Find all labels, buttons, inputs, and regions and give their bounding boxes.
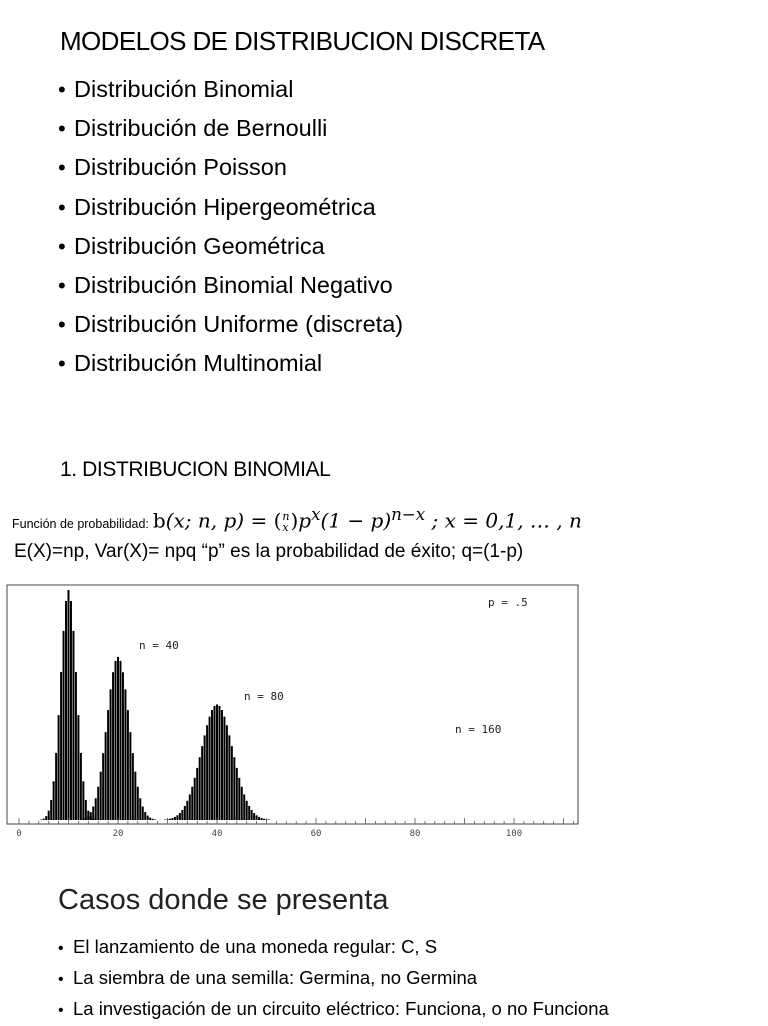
binomial-formula: b(x; n, p) = ( n x )$p^x(1 - p)^{n-x}$ ; x = 0,1, … , n xyxy=(152,505,582,535)
probability-label: Función de probabilidad: xyxy=(12,516,149,531)
x-tick-label: 40 xyxy=(211,829,223,839)
bullet-icon: • xyxy=(58,312,66,338)
cases-list xyxy=(58,931,609,1024)
probability-function xyxy=(12,505,582,533)
bars-group xyxy=(41,590,269,820)
list-item: • Distribución Geométrica xyxy=(58,227,403,266)
list-item: • Distribución Uniforme (discreta) xyxy=(58,305,403,344)
list-item: • La siembra de una semilla: Germina, no Germina xyxy=(58,962,609,993)
bullet-icon: • xyxy=(58,351,66,377)
section-title: 1. DISTRIBUCION BINOMIAL xyxy=(60,458,331,481)
list-item: • Distribución Binomial xyxy=(58,70,403,109)
annotation-n160: n = 160 xyxy=(455,723,502,736)
list-item: • El lanzamiento de una moneda regular: C, S xyxy=(58,931,609,962)
list-item: • Distribución de Bernoulli xyxy=(58,109,403,148)
x-tick-label: 0 xyxy=(16,829,22,839)
bullet-icon: • xyxy=(58,194,66,220)
list-item: • La investigación de un circuito eléctrico: Funciona, o no Funciona xyxy=(58,993,609,1024)
x-tick-label: 80 xyxy=(409,829,421,839)
expectation-variance-text: E(X)=np, Var(X)= npq “p” es la probabilidad de éxito; q=(1-p) xyxy=(14,541,524,562)
x-tick-label: 20 xyxy=(112,829,124,839)
bullet-icon: • xyxy=(58,940,64,957)
distribution-list xyxy=(58,70,403,384)
binomial-chart-svg xyxy=(0,580,590,842)
binomial-coefficient: n x xyxy=(282,510,290,535)
list-item: • Distribución Multinomial xyxy=(58,344,403,383)
annotation-n40: n = 40 xyxy=(139,639,179,652)
bullet-icon: • xyxy=(58,116,66,142)
bullet-icon: • xyxy=(58,971,64,988)
ticks-group xyxy=(16,818,573,839)
bullet-icon: • xyxy=(58,272,66,298)
cases-title: Casos donde se presenta xyxy=(58,884,389,916)
bullet-icon: • xyxy=(58,77,66,102)
page-title: MODELOS DE DISTRIBUCION DISCRETA xyxy=(60,26,545,56)
list-item: • Distribución Binomial Negativo xyxy=(58,266,403,305)
list-item: • Distribución Poisson xyxy=(58,148,403,187)
list-item: • Distribución Hipergeométrica xyxy=(58,188,403,227)
plot-frame xyxy=(7,585,578,824)
binomial-chart xyxy=(0,580,590,842)
annotation-p: p = .5 xyxy=(488,596,528,609)
annotation-n80: n = 80 xyxy=(244,690,284,703)
bullet-icon: • xyxy=(58,233,66,259)
x-tick-label: 60 xyxy=(310,829,322,839)
bullet-icon: • xyxy=(58,155,66,181)
bullet-icon: • xyxy=(58,1002,64,1019)
x-tick-label: 100 xyxy=(505,829,523,839)
